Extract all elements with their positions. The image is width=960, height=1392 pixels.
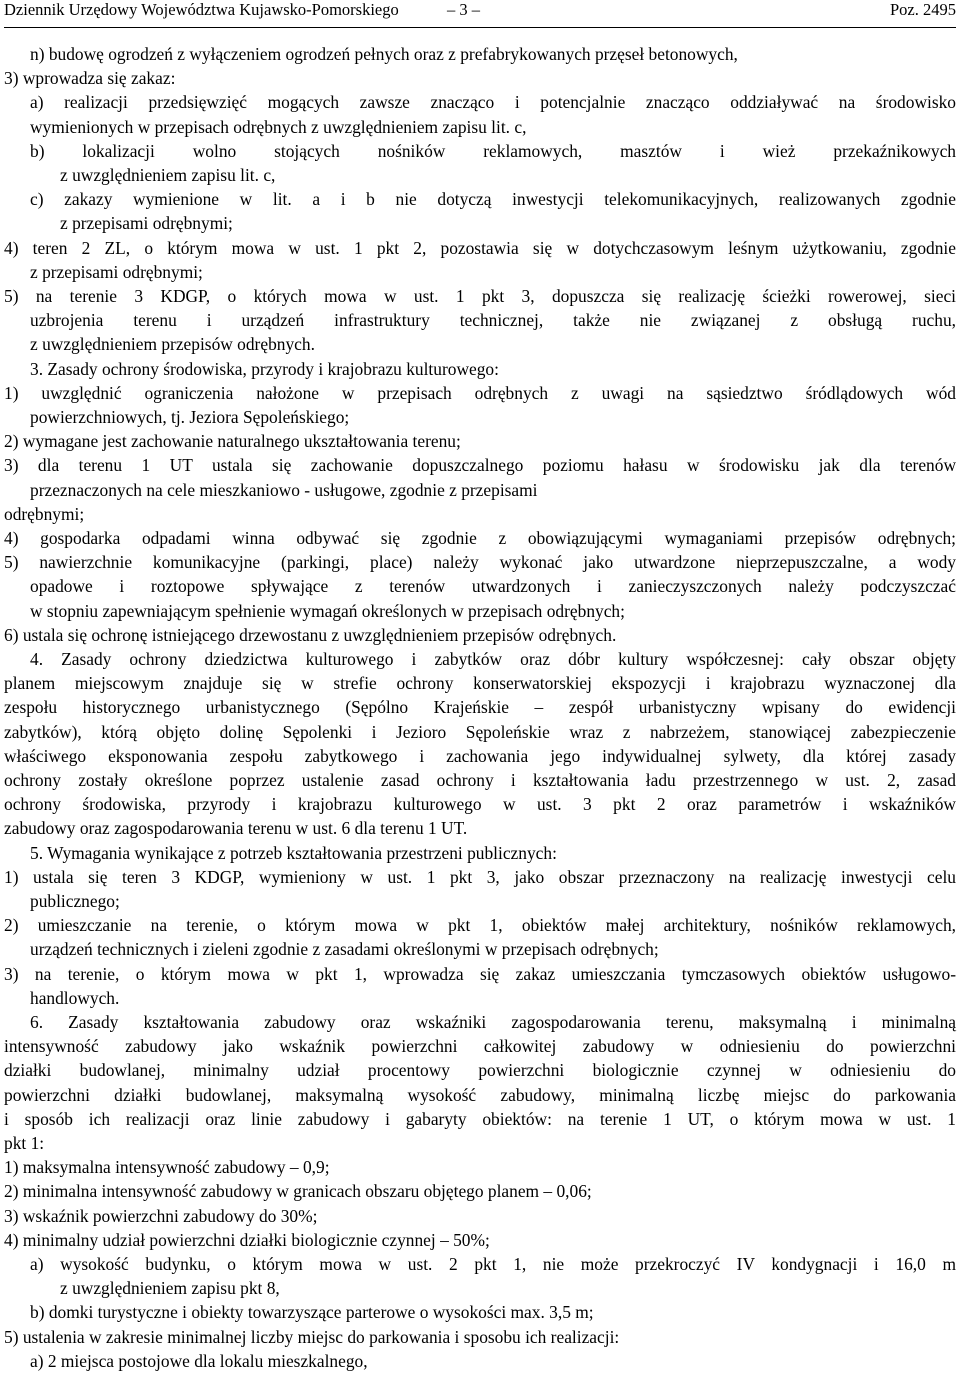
- text-line: ochrony środowiska, przyrody i krajobrazu kulturowego w ust. 3 pkt 2 oraz parametrów i wskaźników: [4, 794, 956, 815]
- text-line: 5) ustalenia w zakresie minimalnej liczby miejsc do parkowania i sposobu ich realizacji:: [4, 1326, 620, 1347]
- text-line: 2) umieszczanie na terenie, o którym mowa w pkt 1, obiektów małej architektury, nośników reklamowych,: [4, 915, 956, 936]
- text-line: przeznaczonych na cele mieszkaniowo - usługowe, zgodnie z przepisami: [30, 479, 538, 500]
- position-number: Poz. 2495: [890, 0, 956, 19]
- text-line: 3) wskaźnik powierzchni zabudowy do 30%;: [4, 1205, 318, 1226]
- text-line: z uwzględnieniem zapisu pkt 8,: [60, 1278, 280, 1299]
- text-line: 5) na terenie 3 KDGP, o których mowa w ust. 1 pkt 3, dopuszcza się realizację ścieżki rowerowej, sieci: [4, 286, 956, 306]
- page-number: – 3 –: [447, 0, 480, 19]
- text-line: działki budowlanej, minimalny udział procentowy powierzchni biologicznie czynnej w odniesieniu do: [4, 1060, 956, 1081]
- text-line: b) domki turystyczne i obiekty towarzyszące parterowe o wysokości max. 3,5 m;: [30, 1302, 594, 1323]
- text-line: pkt 1:: [4, 1133, 45, 1153]
- text-line: b) lokalizacji wolno stojących nośników reklamowych, masztów i wież przekaźnikowych: [30, 140, 956, 161]
- text-line: a) wysokość budynku, o którym mowa w ust. 2 pkt 1, nie może przekroczyć IV kondygnacji i 16,0 m: [30, 1254, 956, 1274]
- text-line: z uwzględnieniem zapisu lit. c,: [60, 165, 276, 185]
- text-line: uzbrojenia terenu i urządzeń infrastruktury technicznej, także nie związanej z obsługą ruchu,: [30, 310, 956, 331]
- text-line: intensywność zabudowy jako wskaźnik powierzchni całkowitej zabudowy w odniesieniu do powierzchni: [4, 1036, 956, 1057]
- text-line: zespołu historycznego urbanistycznego (Sępólno Krajeńskie – zespół urbanistyczny wpisany do ewidencji: [4, 697, 956, 718]
- text-line: 4) minimalny udział powierzchni działki biologicznie czynnej – 50%;: [4, 1229, 490, 1250]
- text-line: a) realizacji przedsięwzięć mogących zawsze znacząco i potencjalnie znacząco oddziaływać na środowisko: [30, 92, 956, 113]
- text-line: 3) dla terenu 1 UT ustala się zachowanie dopuszczalnego poziomu hałasu w środowisku jak dla terenów: [4, 455, 956, 476]
- text-line: z uwzględnieniem przepisów odrębnych.: [30, 334, 315, 355]
- text-line: 1) ustala się teren 3 KDGP, wymieniony w ust. 1 pkt 3, jako obszar przeznaczony na realizację inwestycji celu: [4, 866, 956, 887]
- text-line: z przepisami odrębnymi;: [60, 213, 233, 234]
- text-line: 2) minimalna intensywność zabudowy w granicach obszaru objętego planem – 0,06;: [4, 1181, 592, 1202]
- text-line: wymienionych w przepisach odrębnych z uwzględnieniem zapisu lit. c,: [30, 116, 527, 137]
- text-line: 3) na terenie, o którym mowa w pkt 1, wprowadza się zakaz umieszczania tymczasowych obiektów usługowo-: [4, 963, 956, 984]
- text-line: odrębnymi;: [4, 503, 85, 524]
- text-line: 5) nawierzchnie komunikacyjne (parkingi, place) należy wykonać jako utwardzone nieprzepuszczalne, a wody: [4, 552, 956, 573]
- text-line: opadowe i roztopowe spływające z terenów utwardzonych i zanieczyszczonych należy podczyszczać: [30, 576, 956, 597]
- text-line: planem miejscowym znajduje się w strefie ochrony konserwatorskiej ekspozycji i krajobrazu wyznaczonej dla: [4, 673, 956, 694]
- text-line: 3. Zasady ochrony środowiska, przyrody i krajobrazu kulturowego:: [30, 358, 499, 379]
- text-line: zabytków), którą objęto dolinę Sępolenki i Jezioro Sępoleńskie wraz z nabrzeżem, stanowiącej zabezpieczenie: [4, 721, 956, 742]
- text-line: ochrony zostały określone poprzez ustalenie zasad ochrony i kształtowania ładu przestrzennego w ust. 2, zasad: [4, 770, 956, 790]
- journal-title: Dziennik Urzędowy Województwa Kujawsko-Pomorskiego: [4, 0, 399, 19]
- text-line: 1) uwzględnić ograniczenia nałożone w przepisach odrębnych z uwagi na sąsiedztwo śródlądowych wód: [4, 382, 956, 403]
- text-line: powierzchniowych, tj. Jeziora Sępoleńskiego;: [30, 407, 350, 427]
- text-line: właściwego eksponowania zespołu zabytkowego i zachowania jego indywidualnej sylwety, dla której zasady: [4, 745, 956, 766]
- text-line: i sposób ich realizacji oraz linie zabudowy i gabaryty obiektów: na terenie 1 UT, o którym mowa w ust. 1: [4, 1108, 956, 1129]
- text-line: 6. Zasady kształtowania zabudowy oraz wskaźniki zagospodarowania terenu, maksymalną i minimalną: [30, 1012, 956, 1032]
- text-line: handlowych.: [30, 987, 120, 1008]
- text-line: 3) wprowadza się zakaz:: [4, 68, 176, 89]
- text-line: n) budowę ogrodzeń z wyłączeniem ogrodzeń pełnych oraz z prefabrykowanych przęseł betonowych,: [30, 44, 738, 64]
- text-line: 1) maksymalna intensywność zabudowy – 0,9;: [4, 1157, 330, 1178]
- text-line: z przepisami odrębnymi;: [30, 261, 203, 282]
- text-line: zabudowy oraz zagospodarowania terenu w ust. 6 dla terenu 1 UT.: [4, 818, 468, 839]
- text-line: publicznego;: [30, 891, 120, 911]
- text-line: 5. Wymagania wynikające z potrzeb kształtowania przestrzeni publicznych:: [30, 842, 557, 863]
- text-line: urządzeń technicznych i zieleni zgodnie z zasadami określonymi w przepisach odrębnych;: [30, 939, 659, 960]
- text-line: c) zakazy wymienione w lit. a i b nie dotyczą inwestycji telekomunikacyjnych, realizowanych zgodnie: [30, 189, 956, 210]
- text-line: 4) teren 2 ZL, o którym mowa w ust. 1 pkt 2, pozostawia się w dotychczasowym leśnym użytkowaniu, zgodnie: [4, 237, 956, 258]
- text-line: w stopniu zapewniającym spełnienie wymagań określonych w przepisach odrębnych;: [30, 600, 625, 621]
- text-line: a) 2 miejsca postojowe dla lokalu mieszkalnego,: [30, 1350, 368, 1371]
- text-line: 2) wymagane jest zachowanie naturalnego ukształtowania terenu;: [4, 431, 461, 452]
- text-line: 4) gospodarka odpadami winna odbywać się zgodnie z obowiązującymi wymaganiami przepisów odrębnych;: [4, 528, 956, 548]
- text-line: 6) ustala się ochronę istniejącego drzewostanu z uwzględnieniem przepisów odrębnych.: [4, 624, 617, 645]
- text-line: powierzchni działki budowlanej, maksymalną wysokość zabudowy, minimalną liczbę miejsc do parkowania: [4, 1084, 956, 1105]
- page-header: [4, 0, 956, 28]
- text-line: 4. Zasady ochrony dziedzictwa kulturowego i zabytków oraz dóbr kultury współczesnej: cały obszar objęty: [30, 649, 956, 669]
